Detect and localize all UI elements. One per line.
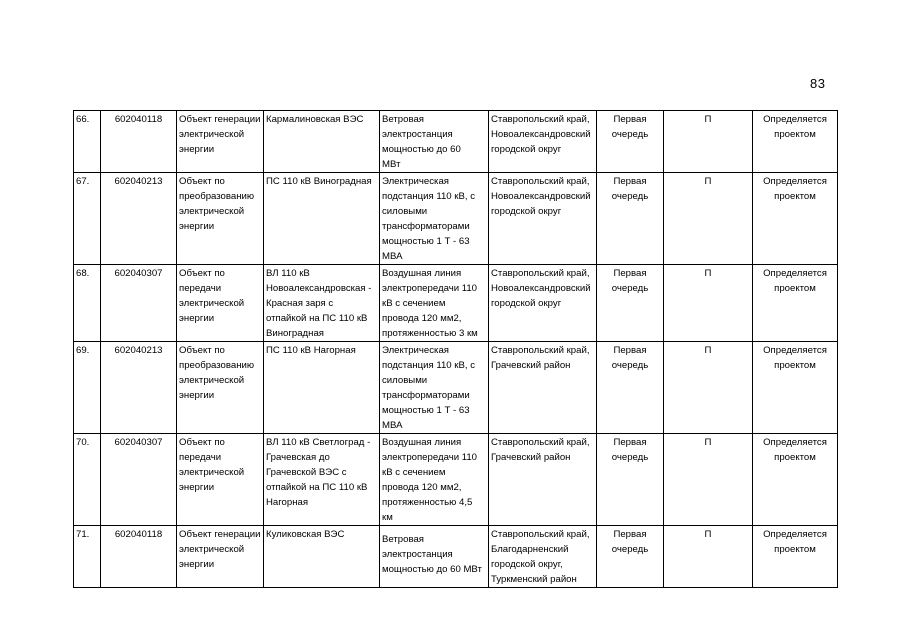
- objects-table: [73, 110, 838, 588]
- object-name: ПС 110 кВ Виноградная: [264, 173, 380, 265]
- object-code: 602040118: [101, 111, 177, 173]
- object-location: Ставропольский край, Новоалександровский городской округ: [489, 265, 597, 342]
- object-status: П: [664, 265, 753, 342]
- object-spec: Определяется проектом: [753, 111, 838, 173]
- object-code: 602040307: [101, 265, 177, 342]
- object-stage: Первая очередь: [597, 265, 664, 342]
- object-code: 602040213: [101, 173, 177, 265]
- object-type: Объект по преобразованию электрической энергии: [177, 342, 264, 434]
- row-number: 68.: [74, 265, 101, 342]
- object-type: Объект по передачи электрической энергии: [177, 265, 264, 342]
- object-description: Электрическая подстанция 110 кВ, с силовыми трансформаторами мощностью 1 Т - 63 МВА: [380, 342, 489, 434]
- object-code: 602040307: [101, 434, 177, 526]
- object-spec: Определяется проектом: [753, 173, 838, 265]
- object-spec: Определяется проектом: [753, 342, 838, 434]
- object-description: Электрическая подстанция 110 кВ, с силовыми трансформаторами мощностью 1 Т - 63 МВА: [380, 173, 489, 265]
- table-row: [74, 342, 838, 434]
- object-location: Ставропольский край, Грачевский район: [489, 434, 597, 526]
- page-number: 83: [810, 76, 826, 91]
- object-stage: Первая очередь: [597, 434, 664, 526]
- object-status: П: [664, 434, 753, 526]
- object-description: Ветровая электростанция мощностью до 60 МВт: [380, 111, 489, 173]
- object-name: ВЛ 110 кВ Светлоград - Грачевская до Грачевской ВЭС с отпайкой на ПС 110 кВ Нагорная: [264, 434, 380, 526]
- object-location: Ставропольский край, Новоалександровский городской округ: [489, 173, 597, 265]
- table-row: [74, 111, 838, 173]
- object-description: Воздушная линия электропередачи 110 кВ с сечением провода 120 мм2, протяженностью 3 км: [380, 265, 489, 342]
- object-status: П: [664, 173, 753, 265]
- object-code: 602040118: [101, 526, 177, 588]
- object-type: Объект генерации электрической энергии: [177, 111, 264, 173]
- object-spec: Определяется проектом: [753, 434, 838, 526]
- row-number: 67.: [74, 173, 101, 265]
- object-stage: Первая очередь: [597, 173, 664, 265]
- object-name: ПС 110 кВ Нагорная: [264, 342, 380, 434]
- object-location: Ставропольский край, Благодарненский городской округ, Туркменский район: [489, 526, 597, 588]
- table-row: [74, 265, 838, 342]
- table-row: [74, 173, 838, 265]
- row-number: 66.: [74, 111, 101, 173]
- object-spec: Определяется проектом: [753, 526, 838, 588]
- object-type: Объект по передачи электрической энергии: [177, 434, 264, 526]
- object-stage: Первая очередь: [597, 111, 664, 173]
- object-status: П: [664, 111, 753, 173]
- object-code: 602040213: [101, 342, 177, 434]
- object-type: Объект по преобразованию электрической энергии: [177, 173, 264, 265]
- object-description: Воздушная линия электропередачи 110 кВ с сечением провода 120 мм2, протяженностью 4,5 км: [380, 434, 489, 526]
- object-status: П: [664, 526, 753, 588]
- object-stage: Первая очередь: [597, 526, 664, 588]
- object-status: П: [664, 342, 753, 434]
- object-location: Ставропольский край, Новоалександровский городской округ: [489, 111, 597, 173]
- row-number: 69.: [74, 342, 101, 434]
- row-number: 70.: [74, 434, 101, 526]
- object-description: Ветровая электростанция мощностью до 60 МВт: [380, 526, 489, 588]
- table-row: [74, 434, 838, 526]
- object-stage: Первая очередь: [597, 342, 664, 434]
- object-location: Ставропольский край, Грачевский район: [489, 342, 597, 434]
- object-type: Объект генерации электрической энергии: [177, 526, 264, 588]
- table-row: [74, 526, 838, 588]
- object-spec: Определяется проектом: [753, 265, 838, 342]
- object-name: ВЛ 110 кВ Новоалександровская - Красная заря с отпайкой на ПС 110 кВ Виноградная: [264, 265, 380, 342]
- object-name: Куликовская ВЭС: [264, 526, 380, 588]
- row-number: 71.: [74, 526, 101, 588]
- object-name: Кармалиновская ВЭС: [264, 111, 380, 173]
